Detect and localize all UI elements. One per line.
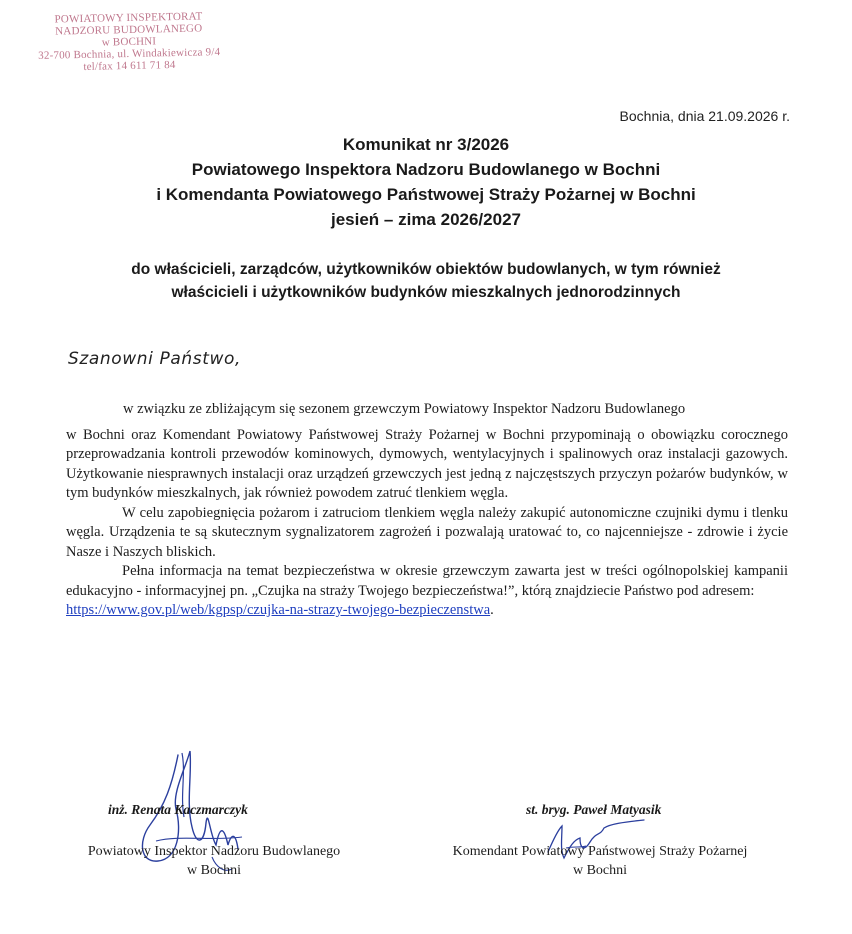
stamp-line: 32-700 Bochnia, ul. Windakiewicza 9/4 [38,46,221,62]
stamp-line: NADZORU BUDOWLANEGO [55,22,203,38]
addressee [0,258,852,304]
document-title [0,132,852,232]
stamp-line: POWIATOWY INSPEKTORAT [54,10,203,26]
stamp-line: w BOCHNI [101,35,157,49]
paragraph: W celu zapobiegnięcia pożarom i zatruciom tlenkiem węgla należy zakupić autonomiczne czujniki dymu i tlenku węgla. Urządzenia te są skutecznym sygnalizatorem zagrożeń i pozwalają uratować to, co najcenniejsze - zdrowie i życie Nasze i Naszych bliskich. [66,504,788,560]
paragraph: Pełna informacja na temat bezpieczeństwa w okresie grzewczym zawarta jest w treści ogólnopolskiej kampanii edukacyjno - informacyjnej pn. „Czujka na straży Twojego bezpieczeństwa!”, którą znajdziecie Państwo pod adresem: [66,563,788,599]
paragraph-first-line: w związku ze zbliżającym się sezonem grzewczym Powiatowy Inspektor Nadzoru Budowlanego [123,401,686,417]
title-line: w Bochni [186,863,242,878]
signatory-left-title [52,842,376,880]
title-line: jesień – zima 2026/2027 [331,210,521,229]
signatory-right-name: st. bryg. Paweł Matyasik [526,802,662,817]
letter-body [66,400,788,621]
signatory-right-title [414,842,786,880]
title-line: i Komendanta Powiatowego Państwowej Straży Pożarnej w Bochni [156,185,696,204]
stamp-line: tel/fax 14 611 71 84 [83,59,176,73]
campaign-link[interactable]: https://www.gov.pl/web/kgpsp/czujka-na-strazy-twojego-bezpieczenstwa [66,602,491,618]
office-stamp [17,10,240,75]
paragraph: w Bochni oraz Komendant Powiatowy Państwowej Straży Pożarnej w Bochni przypominają o obowiązku corocznego przeprowadzania kontroli przewodów kominowych, dymowych, wentylacyjnych i spalinowych oraz instalacji gazowych. Użytkowanie niesprawnych instalacji oraz urządzeń grzewczych jest jedną z najczęstszych przyczyn pożarów budynków, w tym budynków mieszkalnych, jak również powodem zatruć tlenkiem węgla. [66,426,788,501]
title-line: w Bochni [572,863,628,878]
title-line: Powiatowego Inspektora Nadzoru Budowlanego w Bochni [191,160,661,179]
addressee-line: właścicieli i użytkowników budynków mieszkalnych jednorodzinnych [171,284,681,301]
document-date: Bochnia, dnia 21.09.2026 r. [619,108,790,124]
title-line: Komunikat nr 3/2026 [342,135,510,154]
title-line: Komendant Powiatowy Państwowej Straży Pożarnej [452,844,748,859]
addressee-line: do właścicieli, zarządców, użytkowników obiektów budowlanych, w tym również [131,261,721,278]
signatory-left-name: inż. Renata Kaczmarczyk [108,802,248,817]
title-line: Powiatowy Inspektor Nadzoru Budowlanego [87,844,341,859]
link-tail: . [490,602,494,618]
greeting: Szanowni Państwo, [68,349,241,369]
link-paragraph [66,601,788,621]
